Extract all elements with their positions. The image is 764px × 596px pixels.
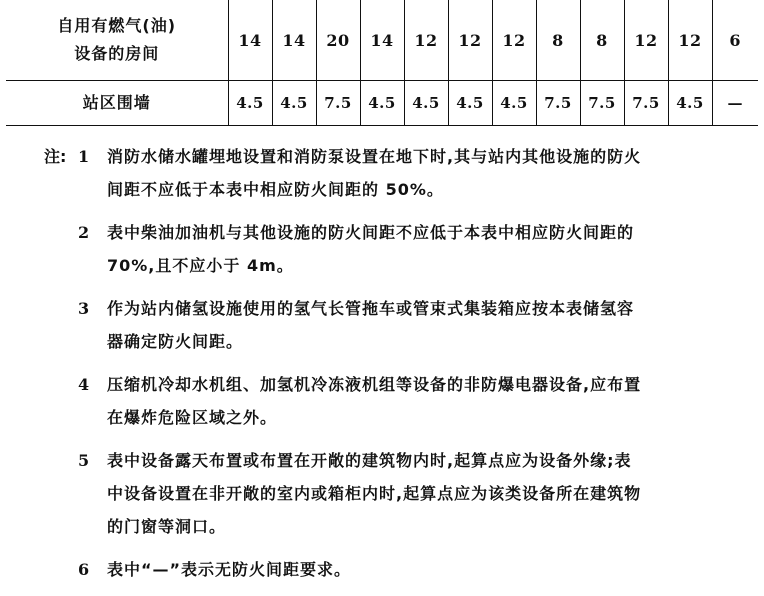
note-text (107, 553, 757, 586)
table-cell: 4.5 (668, 81, 712, 126)
note-text (107, 368, 757, 434)
note-line: 作为站内储氢设施使用的氢气长管拖车或管束式集装箱应按本表储氢容 (107, 299, 635, 318)
note-item (0, 140, 764, 206)
note-text (107, 140, 757, 206)
note-item (0, 292, 764, 358)
table-cell: 12 (492, 0, 536, 81)
note-line: 消防水储水罐埋地设置和消防泵设置在地下时,其与站内其他设施的防火 (107, 147, 642, 166)
table-cell: 20 (316, 0, 360, 81)
row-label-line: 自用有燃气(油) (57, 16, 177, 35)
table-cell: 12 (404, 0, 448, 81)
note-item (0, 444, 764, 543)
note-item (0, 368, 764, 434)
note-line: 表中柴油加油机与其他设施的防火间距不应低于本表中相应防火间距的 (107, 223, 635, 242)
table-cell: 14 (360, 0, 404, 81)
row-label-cell (6, 0, 228, 81)
table-cell: 12 (624, 0, 668, 81)
table-cell: 4.5 (360, 81, 404, 126)
note-line: 在爆炸危险区域之外。 (107, 408, 278, 427)
table-cell: 8 (580, 0, 624, 81)
notes-lead: 注: (44, 147, 67, 166)
table-cell: 12 (448, 0, 492, 81)
note-text (107, 292, 757, 358)
note-line: 表中“—”表示无防火间距要求。 (107, 560, 352, 579)
note-number: 3 (78, 299, 90, 318)
note-number: 4 (78, 375, 90, 394)
table-cell: 14 (228, 0, 272, 81)
table-cell: 4.5 (492, 81, 536, 126)
table-cell: 4.5 (448, 81, 492, 126)
note-line: 间距不应低于本表中相应防火间距的 50%。 (107, 180, 444, 199)
table-cell: 4.5 (404, 81, 448, 126)
table-cell: 8 (536, 0, 580, 81)
note-line: 70%,且不应小于 4m。 (107, 256, 294, 275)
note-number: 5 (78, 451, 90, 470)
note-line: 中设备设置在非开敞的室内或箱柜内时,起算点应为该类设备所在建筑物 (107, 484, 642, 503)
row-label-cell (6, 81, 228, 126)
note-number: 2 (78, 223, 90, 242)
row-label-line: 设备的房间 (74, 44, 160, 63)
table-cell: 7.5 (580, 81, 624, 126)
table-row (6, 0, 758, 81)
note-text (107, 216, 757, 282)
table-cell: 7.5 (536, 81, 580, 126)
table-cell: 4.5 (272, 81, 316, 126)
table-row (6, 81, 758, 126)
row-label-line: 站区围墙 (82, 93, 151, 112)
table-cell: 12 (668, 0, 712, 81)
note-line: 压缩机冷却水机组、加氢机冷冻液机组等设备的非防爆电器设备,应布置 (107, 375, 642, 394)
table-cell: — (712, 81, 758, 126)
table-cell: 7.5 (624, 81, 668, 126)
note-number: 1 (78, 147, 90, 166)
fire-distance-table (6, 0, 758, 126)
note-line: 的门窗等洞口。 (107, 517, 227, 536)
table-cell: 6 (712, 0, 758, 81)
note-number: 6 (78, 560, 90, 579)
notes-section (0, 140, 764, 596)
note-line: 器确定防火间距。 (107, 332, 244, 351)
note-text (107, 444, 757, 543)
note-line: 表中设备露天布置或布置在开敞的建筑物内时,起算点应为设备外缘;表 (107, 451, 632, 470)
table-cell: 14 (272, 0, 316, 81)
table-cell: 7.5 (316, 81, 360, 126)
table-cell: 4.5 (228, 81, 272, 126)
note-item (0, 553, 764, 586)
note-item (0, 216, 764, 282)
